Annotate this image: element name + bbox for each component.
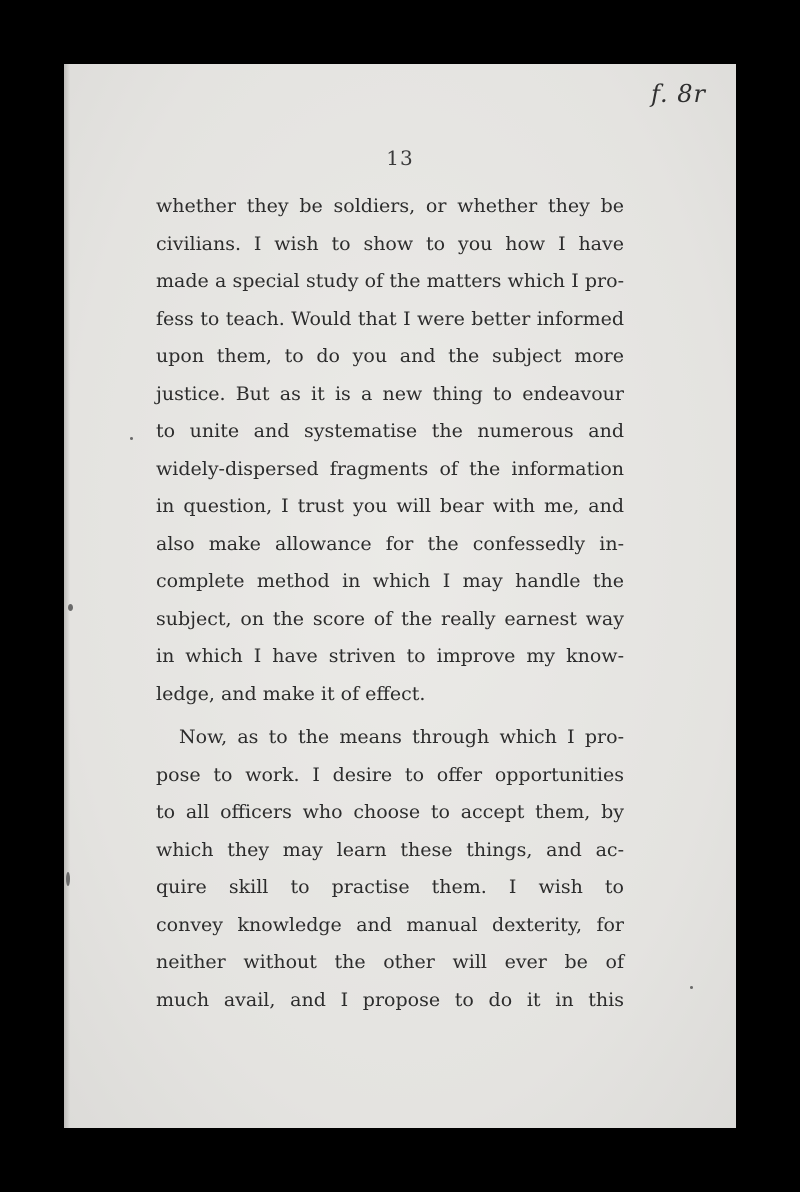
- text-line: in question, I trust you will bear with me, and: [156, 495, 624, 517]
- paragraph-2: [156, 719, 624, 1019]
- text-line: civilians. I wish to show to you how I have: [156, 232, 624, 255]
- page-number: 13: [386, 146, 414, 170]
- folio-mark: f. 8r: [650, 80, 706, 108]
- paper-speck: [130, 437, 133, 440]
- text-line: justice. But as it is a new thing to endeavour: [156, 382, 624, 405]
- text-line: fess to teach. Would that I were better informed: [156, 307, 624, 330]
- book-page: [64, 64, 736, 1128]
- body-text: [156, 188, 624, 1019]
- text-line: much avail, and I propose to do it in this: [156, 988, 624, 1011]
- paper-speck: [690, 986, 693, 989]
- text-line: pose to work. I desire to offer opportunities: [156, 763, 624, 786]
- text-line: made a special study of the matters which I pro-: [156, 270, 624, 292]
- paragraph-1: [156, 188, 624, 713]
- page-edge-shadow: [64, 64, 70, 1128]
- text-line: complete method in which I may handle the: [156, 570, 624, 592]
- text-line: widely-dispersed fragments of the information: [156, 457, 624, 480]
- paper-speck: [66, 872, 70, 886]
- text-line: upon them, to do you and the subject more: [156, 345, 624, 367]
- text-line: subject, on the score of the really earnest way: [156, 607, 624, 630]
- text-line: ledge, and make it of effect.: [156, 682, 426, 705]
- text-line: whether they be soldiers, or whether they be: [156, 195, 624, 217]
- text-line: quire skill to practise them. I wish to: [156, 876, 624, 898]
- text-line: also make allowance for the confessedly in-: [156, 532, 624, 555]
- text-line: neither without the other will ever be of: [156, 951, 624, 973]
- text-line: to all officers who choose to accept them, by: [156, 801, 624, 823]
- text-line: which they may learn these things, and ac-: [156, 838, 624, 861]
- text-line: convey knowledge and manual dexterity, for: [156, 913, 624, 936]
- text-line: Now, as to the means through which I pro-: [179, 726, 624, 748]
- text-line: to unite and systematise the numerous and: [156, 420, 624, 442]
- paper-speck: [68, 604, 73, 611]
- text-line: in which I have striven to improve my know-: [156, 645, 624, 667]
